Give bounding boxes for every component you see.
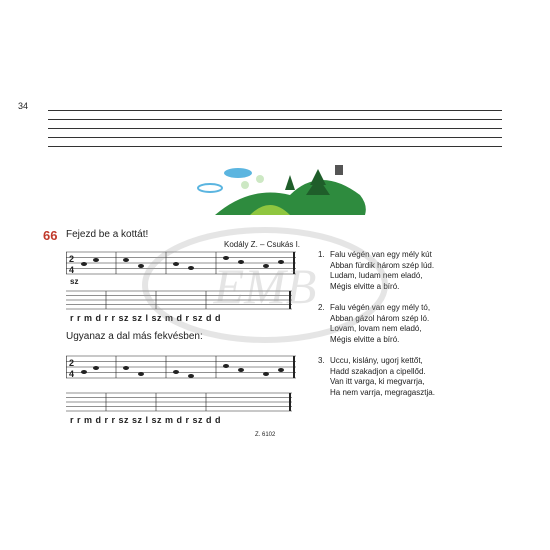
svg-text:4: 4 [69,369,75,379]
lyric-line: Mégis elvitte a bíró. [330,281,400,291]
emb-watermark [140,225,390,345]
stanza-number: 2. [318,303,325,312]
stanza-number: 3. [318,356,325,365]
blank-staff-2 [66,392,292,413]
lyric-line: Abban gázol három szép ló. [330,313,430,323]
svg-text:2: 2 [69,254,75,264]
watermark-text: EMB [213,258,317,314]
solfege-line-1: r r m d r r sz sz l sz m d r sz d d [70,313,222,323]
lyric-line: Mégis elvitte a bíró. [330,334,400,344]
lyric-line: Falu végén van egy mély kút [330,250,432,259]
start-syllable: sz [70,277,79,286]
empty-staff [48,110,502,147]
lyric-line: Uccu, kislány, ugorj kettőt, [330,356,423,365]
composer-credit: Kodály Z. – Csukás I. [224,240,301,249]
lyric-line: Abban fürdik három szép lúd. [330,260,435,270]
lyric-line: Van itt varga, ki megvarrja, [330,377,425,386]
solfege-line-2: r r m d r r sz sz l sz m d r sz d d [70,415,222,425]
music-staff-2 [66,354,296,380]
lyric-line: Ha nem varrja, megragasztja. [330,387,435,397]
lyric-line: Lovam, lovam nem eladó, [330,324,422,333]
lyric-line: Falu végén van egy mély tó, [330,303,431,312]
svg-text:4: 4 [69,265,75,275]
exercise-number: 66 [43,228,58,243]
page-number: 34 [18,101,29,111]
catalog-number: Z. 6102 [255,432,276,438]
hill-illustration [190,155,370,220]
lyric-line: Ludam, ludam nem eladó, [330,271,423,280]
stanza-number: 1. [318,250,325,259]
exercise-title: Fejezd be a kottát! [66,229,149,240]
stanza-3 [318,356,498,398]
section-2-title: Ugyanaz a dal más fekvésben: [66,331,203,342]
lyric-line: Hadd szakadjon a cipellőd. [330,366,426,376]
svg-text:2: 2 [69,358,75,368]
